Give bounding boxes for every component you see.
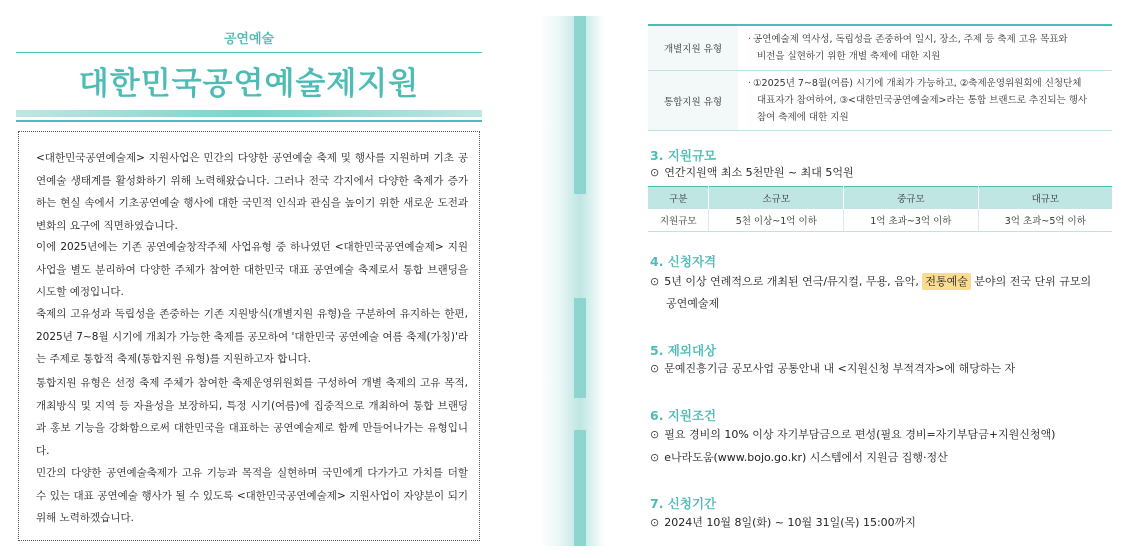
section-category: 공연예술 — [223, 32, 275, 47]
title-rule-top — [16, 52, 482, 53]
intro-paragraph-3: 축제의 고유성과 독립성을 존중하는 기존 지원방식(개별지원 유형)을 구분하여 유지하는 한편, 2025년 7~8월 시기에 개최가 가능한 축제를 공모하여 '대한민국 공연예술 여름 축제(가칭)'라는 주제로 통합적 축제(통합지원 유형)를 지원하고자 합니다. — [36, 308, 468, 365]
spine-bar-bottom — [574, 430, 586, 546]
title-rule-bottom — [16, 120, 482, 122]
support-type-table — [648, 24, 1112, 131]
support-scale-table — [648, 186, 1112, 232]
page-title: 대한민국공연예술제지원 — [78, 66, 420, 102]
table-row — [648, 209, 1112, 232]
page-spine — [540, 16, 604, 546]
col-header: 소규모 — [709, 187, 844, 210]
section-6-line-2: ⊙ e나라도움(www.bojo.go.kr) 시스템에서 지원금 집행·정산 — [650, 451, 948, 464]
highlight-traditional-arts: 전통예술 — [922, 273, 971, 290]
intro-paragraph-4: 통합지원 유형은 선정 축제 주체가 참여한 축제운영위원회를 구성하여 개별 축제의 고유 목적, 개최방식 및 지역 등 자율성을 보장하되, 특정 시기(여름)에 집중적으로 개최하여 통합 브랜딩과 홍보 기능을 강화함으로써 대한민국을 대표하는 공연예술제로 함께 만들어나가는 유형입니다. — [36, 377, 468, 457]
col-header: 대규모 — [978, 187, 1112, 210]
section-6-title: 6. 지원조건 — [650, 408, 717, 423]
section-7-title: 7. 신청기간 — [650, 496, 717, 511]
section-4-title: 4. 신청자격 — [650, 254, 717, 269]
section-3-title: 3. 지원규모 — [650, 148, 717, 163]
intro-paragraph-1: <대한민국공연예술제> 지원사업은 민간의 다양한 공연예술 축제 및 행사를 지원하며 기초 공연예술 생태계를 활성화하기 위해 노력해왔습니다. 그러나 전국 각지에서 다양한 축제가 증가하는 현실 속에서 기초공연예술 행사에 대한 국민적 인식과 관심을 높이기 위한 새로운 도전과 변화의 요구에 직면하였습니다. — [36, 152, 468, 232]
table-header-row — [648, 187, 1112, 210]
spine-bar-top — [574, 16, 586, 194]
section-3-line: ⊙ 연간지원액 최소 5천만원 ~ 최대 5억원 — [650, 166, 854, 179]
section-4-line: ⊙ 5년 이상 연례적으로 개최된 연극/뮤지컬, 무용, 음악, 전통예술 분야의 전국 단위 규모의 — [650, 275, 1092, 288]
section-5-line: ⊙ 문예진흥기금 공모사업 공통안내 내 <지원신청 부적격자>에 해당하는 자 — [650, 362, 1016, 375]
col-header: 구분 — [648, 187, 709, 210]
cell: 3억 초과~5억 이하 — [978, 209, 1112, 232]
section-4-line-2: 공연예술제 — [666, 297, 720, 310]
type-name: 개별지원 유형 — [648, 25, 738, 71]
section-5-title: 5. 제외대상 — [650, 343, 717, 358]
cell: 1억 초과~3억 이하 — [844, 209, 979, 232]
cell: 5천 이상~1억 이하 — [709, 209, 844, 232]
title-rule-band — [16, 110, 482, 117]
type-name: 통합지원 유형 — [648, 71, 738, 131]
section-7-line: ⊙ 2024년 10월 8일(화) ~ 10월 31일(목) 15:00까지 — [650, 516, 916, 529]
spine-bar-middle — [574, 298, 586, 398]
table-row — [648, 71, 1112, 131]
cell: 지원규모 — [648, 209, 709, 232]
intro-paragraph-5: 민간의 다양한 공연예술축제가 고유 기능과 목적을 실현하며 국민에게 다가가고 가치를 더할 수 있는 대표 공연예술 행사가 될 수 있도록 <대한민국공연예술제> 지원사업이 자양분이 되기 위해 노력하겠습니다. — [36, 467, 468, 524]
intro-paragraph-2: 이에 2025년에는 기존 공연예술창작주체 사업유형 중 하나였던 <대한민국공연예술제> 지원사업을 별도 분리하여 다양한 주체가 참여한 대한민국 대표 공연예술 축제로서 통합 브랜딩을 시도할 예정입니다. — [36, 241, 468, 298]
col-header: 중규모 — [844, 187, 979, 210]
type-description: · ①2025년 7~8월(여름) 시기에 개최가 가능하고, ②축제운영위원회에 신청단체 대표자가 참여하여, ③<대한민국공연예술제>라는 통합 브랜드로 추진되는 행사 참여 축제에 대한 지원 — [738, 71, 1112, 131]
type-description: · 공연예술제 역사성, 독립성을 존중하여 일시, 장소, 주제 등 축제 고유 목표와 비전을 실현하기 위한 개별 축제에 대한 지원 — [738, 25, 1112, 71]
section-6-line-1: ⊙ 필요 경비의 10% 이상 자기부담금으로 편성(필요 경비=자기부담금+지원신청액) — [650, 428, 1056, 441]
table-row — [648, 25, 1112, 71]
